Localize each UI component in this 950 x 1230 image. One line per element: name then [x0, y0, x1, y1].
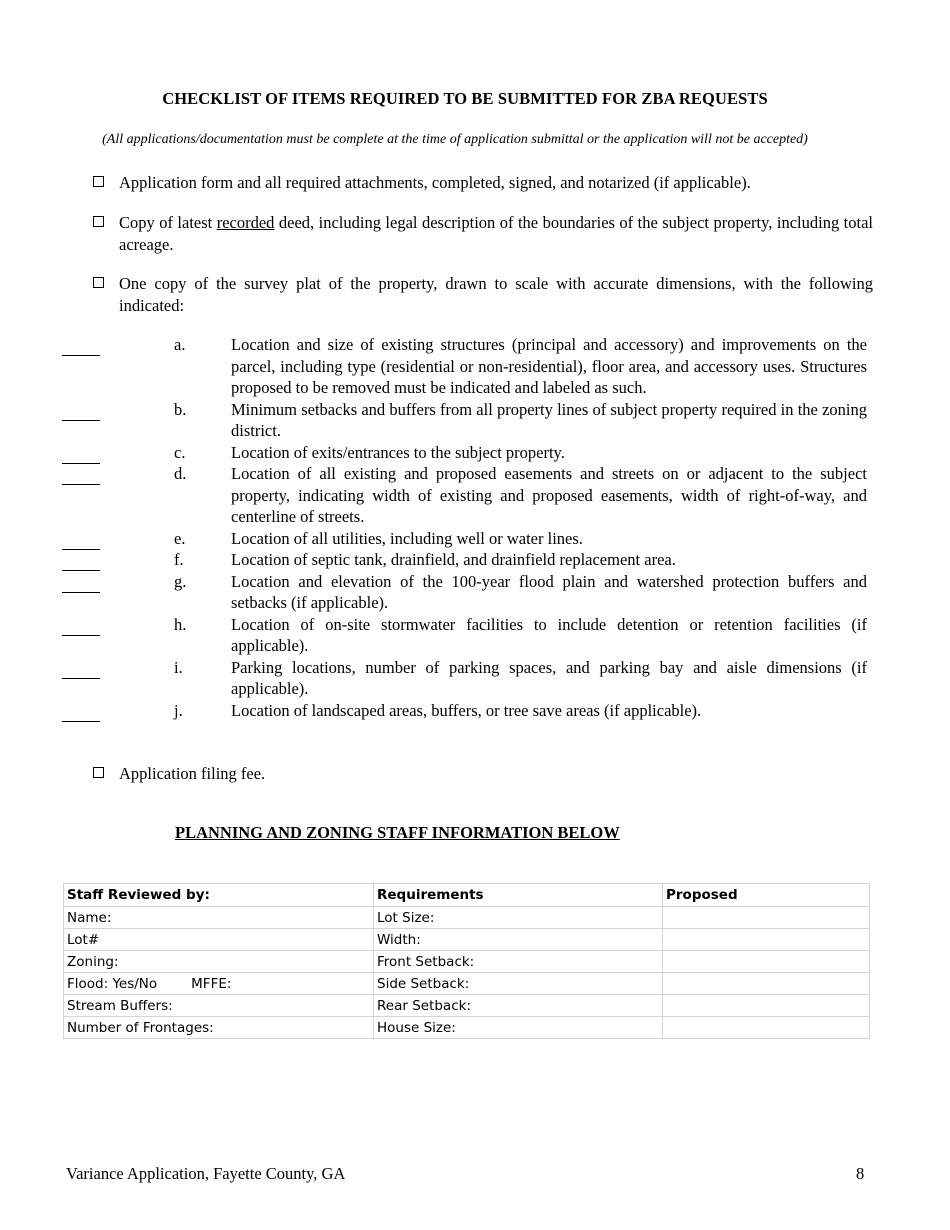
checklist-item-text: Copy of latest recorded deed, including legal description of the boundaries of the subject property, including total acreage. — [119, 213, 873, 254]
item-letter: a. — [174, 335, 186, 354]
item-letter: d. — [174, 464, 187, 483]
initial-blank-line[interactable] — [62, 614, 100, 636]
header-proposed: Proposed — [663, 884, 870, 907]
item-text: Location of landscaped areas, buffers, or tree save areas (if applicable). — [231, 700, 702, 720]
table-cell-flood[interactable]: Flood: Yes/No MFFE: — [64, 973, 374, 995]
checklist-item-text: Application filing fee. — [119, 764, 266, 783]
table-cell[interactable]: Rear Setback: — [374, 995, 663, 1017]
survey-item-f — [0, 549, 950, 571]
table-cell[interactable]: Side Setback: — [374, 973, 663, 995]
initial-blank-line[interactable] — [62, 442, 100, 464]
table-row — [64, 951, 870, 973]
table-cell[interactable]: Width: — [374, 929, 663, 951]
item-letter: e. — [174, 528, 186, 548]
item-text: Location of all utilities, including well or water lines. — [231, 528, 583, 548]
mffe-label: MFFE: — [191, 975, 232, 992]
survey-item-a — [0, 334, 950, 399]
item-letter: i. — [174, 657, 183, 677]
table-cell[interactable] — [663, 929, 870, 951]
checklist-item-deed — [93, 212, 873, 255]
footer-document-name: Variance Application, Fayette County, GA — [66, 1164, 346, 1183]
table-row — [64, 973, 870, 995]
item-letter: f. — [174, 550, 184, 569]
item-text: Location of septic tank, drainfield, and drainfield replacement area. — [231, 550, 676, 569]
initial-blank-line[interactable] — [62, 528, 100, 550]
table-cell[interactable] — [663, 907, 870, 929]
table-row — [64, 907, 870, 929]
item-text: Parking locations, number of parking spaces, and parking bay and aisle dimensions (if applicable). — [231, 657, 867, 698]
table-cell[interactable]: Lot Size: — [374, 907, 663, 929]
underlined-word: recorded — [216, 213, 275, 232]
table-cell[interactable]: House Size: — [374, 1017, 663, 1039]
table-header-row — [64, 884, 870, 907]
item-text: Location of on-site stormwater facilities to include detention or retention facilities (if applicable). — [231, 614, 867, 655]
checklist-item-application-form — [93, 172, 873, 194]
table-cell[interactable] — [663, 973, 870, 995]
checklist-item-survey-plat — [93, 273, 873, 316]
checkbox-icon[interactable] — [93, 767, 104, 778]
survey-item-b — [0, 399, 950, 442]
table-cell[interactable]: Number of Frontages: — [64, 1017, 374, 1039]
checkbox-icon[interactable] — [93, 176, 104, 187]
table-cell[interactable] — [663, 995, 870, 1017]
survey-item-h — [0, 614, 950, 657]
checkbox-icon[interactable] — [93, 216, 104, 227]
checkbox-icon[interactable] — [93, 277, 104, 288]
item-text: Location of exits/entrances to the subject property. — [231, 442, 565, 462]
table-cell[interactable]: Front Setback: — [374, 951, 663, 973]
document-title: CHECKLIST OF ITEMS REQUIRED TO BE SUBMITTED FOR ZBA REQUESTS — [162, 89, 768, 108]
document-subtitle: (All applications/documentation must be complete at the time of application submittal or the application will not be accepted) — [102, 132, 808, 147]
item-text: Minimum setbacks and buffers from all property lines of subject property required in the zoning district. — [231, 399, 867, 440]
survey-item-g — [0, 571, 950, 614]
initial-blank-line[interactable] — [62, 334, 100, 356]
initial-blank-line[interactable] — [62, 700, 100, 722]
initial-blank-line[interactable] — [62, 463, 100, 485]
item-letter: c. — [174, 442, 186, 462]
survey-item-i — [0, 657, 950, 700]
item-text: Location and size of existing structures (principal and accessory) and improvements on the parcel, including type (residential or non-residential), floor area, and accessory uses. Structures proposed to be removed must be indicated and labeled as such. — [231, 335, 867, 397]
item-letter: h. — [174, 614, 187, 634]
item-letter: j. — [174, 700, 183, 720]
header-staff-reviewed: Staff Reviewed by: — [64, 884, 374, 907]
survey-item-j — [0, 700, 950, 722]
table-cell[interactable]: Name: — [64, 907, 374, 929]
initial-blank-line[interactable] — [62, 549, 100, 571]
survey-item-e — [0, 528, 950, 550]
initial-blank-line[interactable] — [62, 657, 100, 679]
item-text: Location and elevation of the 100-year flood plain and watershed protection buffers and setbacks (if applicable). — [231, 571, 867, 612]
table-row — [64, 995, 870, 1017]
table-cell[interactable] — [663, 1017, 870, 1039]
initial-blank-line[interactable] — [62, 399, 100, 421]
checklist-item-text: Application form and all required attachments, completed, signed, and notarized (if applicable). — [119, 173, 751, 192]
table-row — [64, 929, 870, 951]
item-letter: g. — [174, 571, 187, 591]
item-letter: b. — [174, 399, 187, 419]
survey-item-c — [0, 442, 950, 464]
footer-page-number: 8 — [856, 1164, 865, 1183]
staff-review-table — [63, 883, 870, 1039]
staff-section-heading: PLANNING AND ZONING STAFF INFORMATION BELOW — [175, 823, 620, 842]
table-cell[interactable]: Stream Buffers: — [64, 995, 374, 1017]
checklist-item-text: One copy of the survey plat of the property, drawn to scale with accurate dimensions, with the following indicated: — [119, 274, 873, 315]
table-cell[interactable] — [663, 951, 870, 973]
item-text: Location of all existing and proposed easements and streets on or adjacent to the subject property, indicating width of existing and proposed easements, width of right-of-way, and centerline of streets. — [231, 464, 867, 526]
survey-item-d — [0, 463, 950, 528]
checklist-item-filing-fee — [93, 763, 873, 785]
table-cell[interactable]: Zoning: — [64, 951, 374, 973]
table-row — [64, 1017, 870, 1039]
table-cell[interactable]: Lot# — [64, 929, 374, 951]
initial-blank-line[interactable] — [62, 571, 100, 593]
survey-requirements-list — [0, 334, 950, 721]
header-requirements: Requirements — [374, 884, 663, 907]
